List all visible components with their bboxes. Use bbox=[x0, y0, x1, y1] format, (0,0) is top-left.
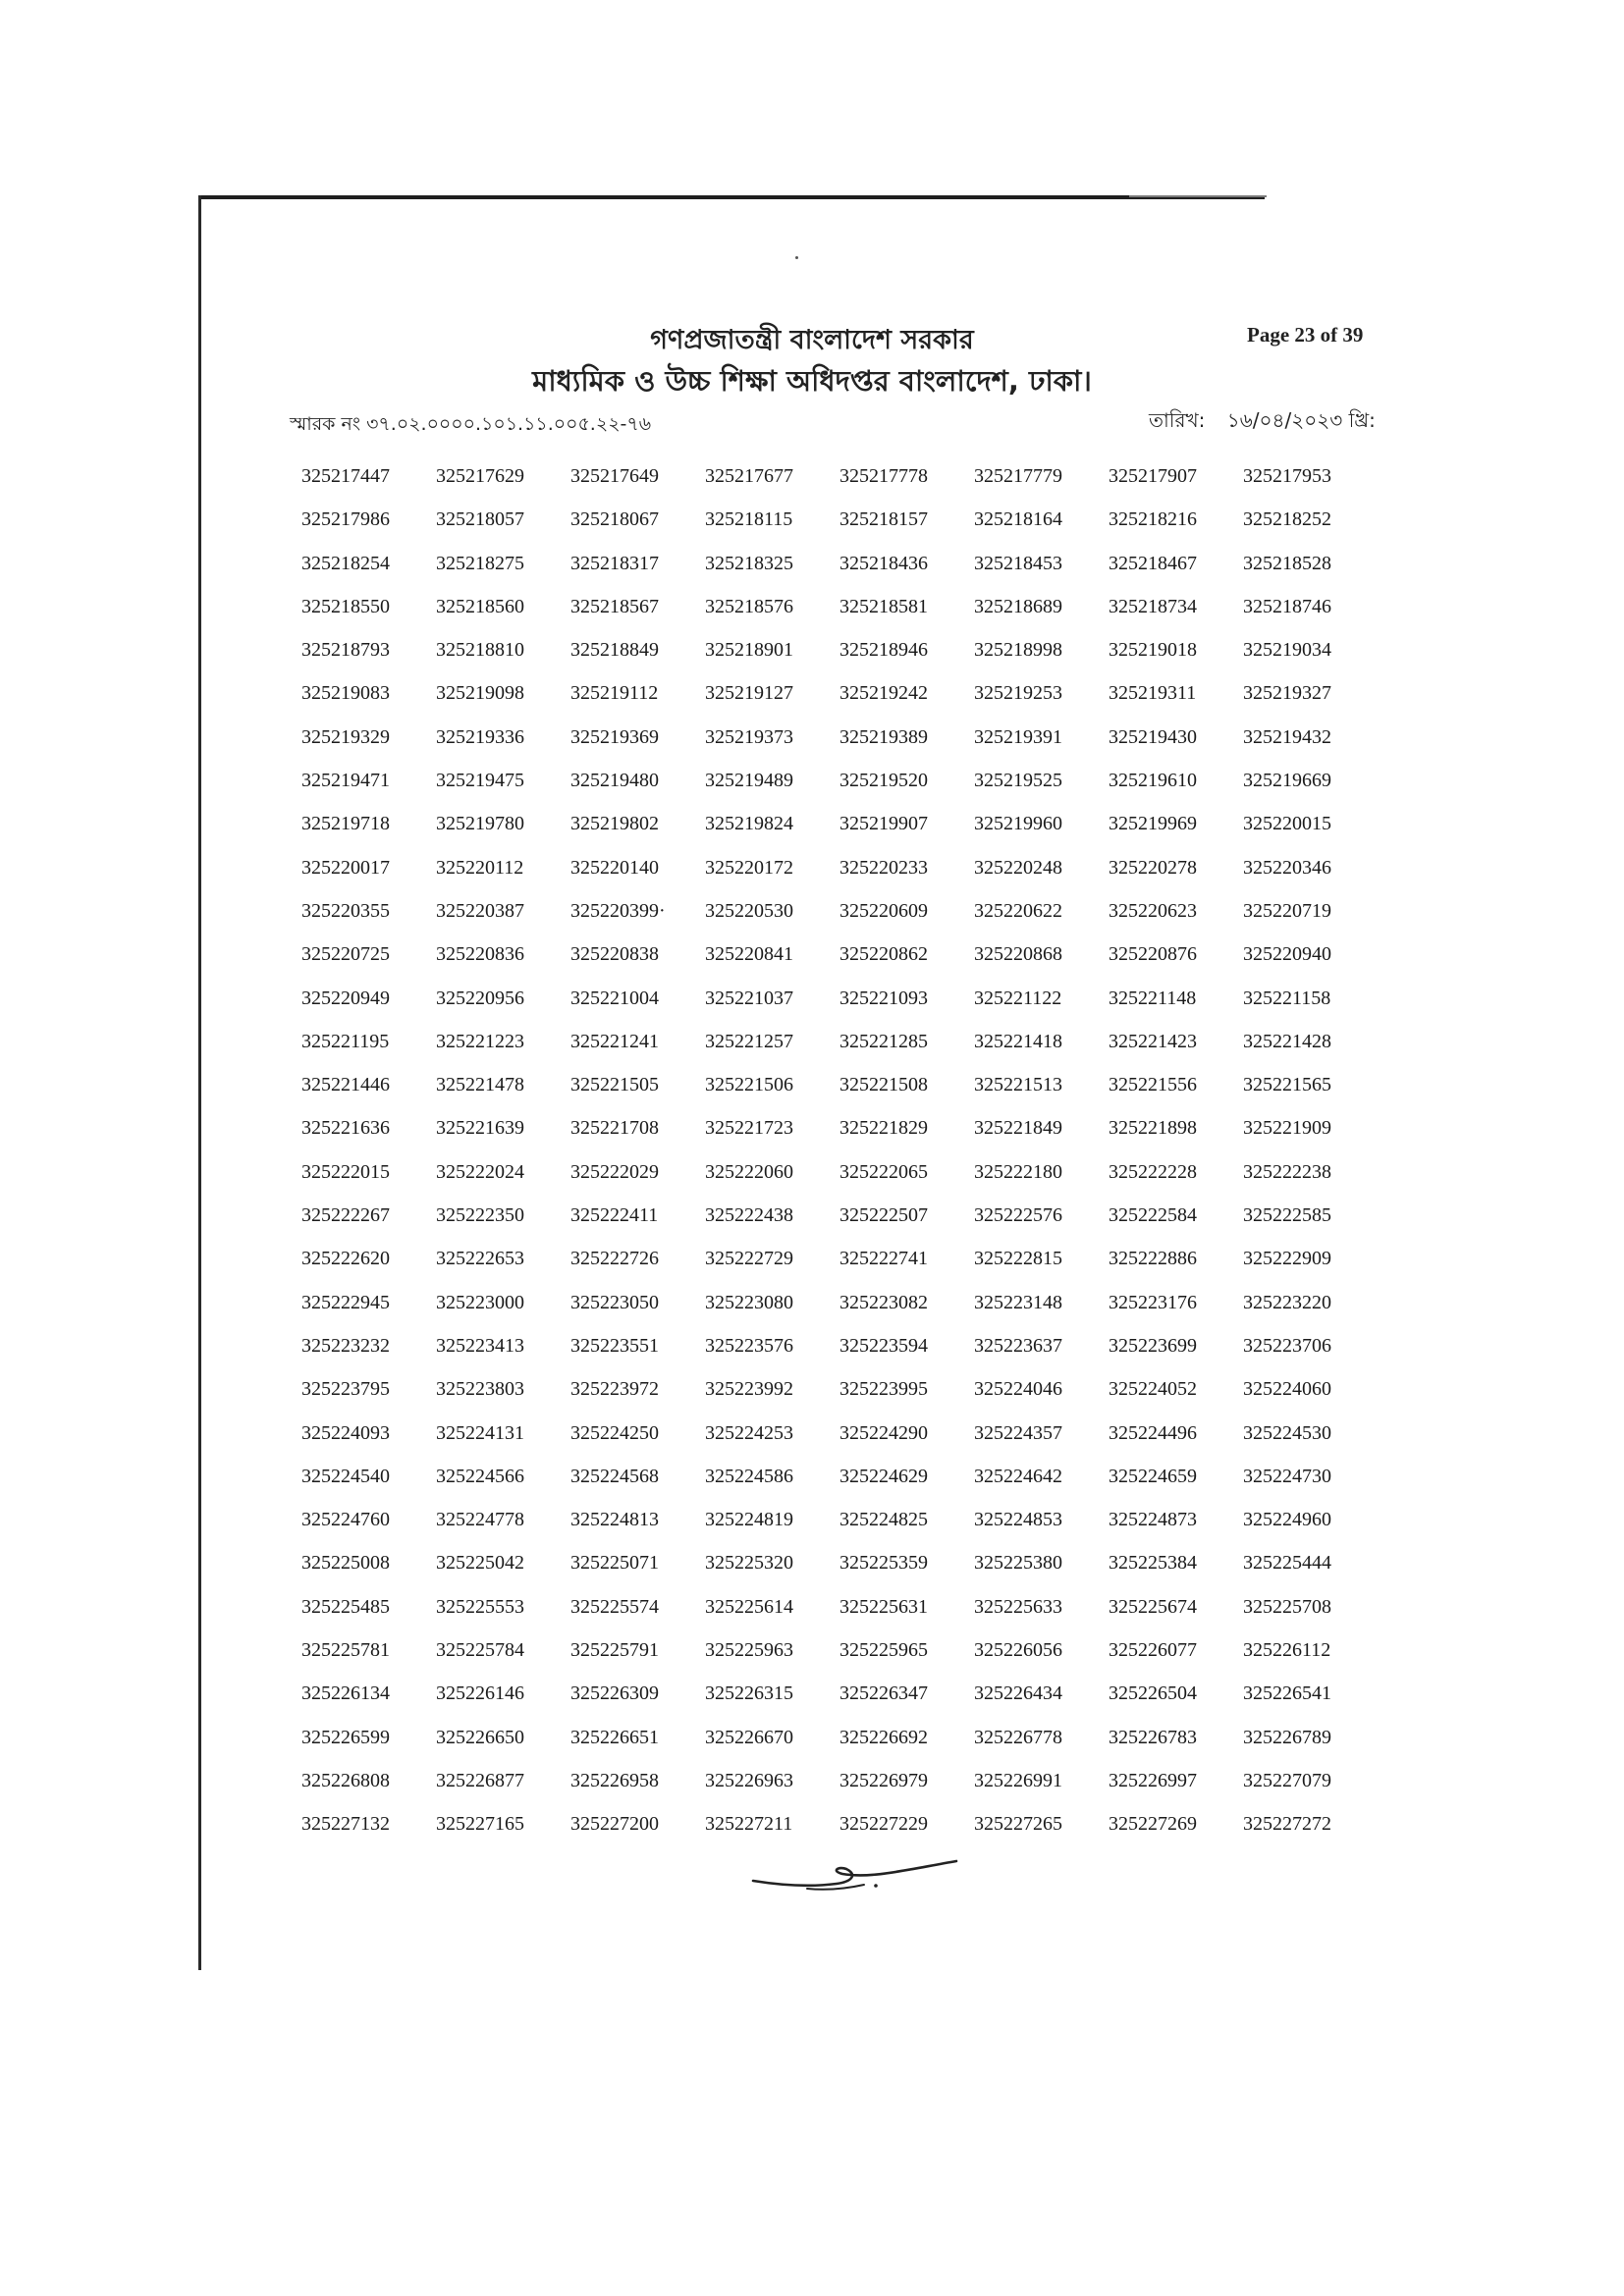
roll-number-cell: 325222945 bbox=[301, 1291, 390, 1313]
roll-number-cell: 325221508 bbox=[839, 1074, 928, 1096]
roll-number-cell: 325224586 bbox=[705, 1465, 793, 1487]
roll-number-cell: 325226315 bbox=[705, 1682, 793, 1705]
roll-number-cell: 325219373 bbox=[705, 725, 793, 748]
roll-number-cell: 325220725 bbox=[301, 943, 390, 966]
roll-number-cell: 325221122 bbox=[974, 987, 1062, 1009]
roll-number-cell: 325227265 bbox=[974, 1813, 1062, 1836]
roll-number-cell: 325226134 bbox=[301, 1682, 390, 1705]
roll-number-cell: 325226778 bbox=[974, 1726, 1062, 1748]
roll-number-cell: 325223000 bbox=[436, 1291, 524, 1313]
roll-number-cell: 325224825 bbox=[839, 1509, 928, 1531]
roll-number-cell: 325222180 bbox=[974, 1160, 1062, 1183]
roll-number-cell: 325227200 bbox=[570, 1813, 659, 1836]
roll-number-cell: 325224093 bbox=[301, 1421, 390, 1444]
roll-number-cell: 325224659 bbox=[1109, 1465, 1197, 1487]
roll-number-cell: 325226599 bbox=[301, 1726, 390, 1748]
roll-number-cell: 325227132 bbox=[301, 1813, 390, 1836]
roll-number-cell: 325225359 bbox=[839, 1552, 928, 1575]
roll-number-cell: 325222015 bbox=[301, 1160, 390, 1183]
roll-number-cell: 325221428 bbox=[1243, 1030, 1331, 1052]
roll-number-cell: 325219525 bbox=[974, 770, 1062, 792]
government-title: গণপ্রজাতন্ত্রী বাংলাদেশ সরকার bbox=[650, 325, 974, 355]
roll-number-cell: 325225784 bbox=[436, 1639, 524, 1662]
roll-number-cell: 325218849 bbox=[570, 639, 659, 662]
roll-number-cell: 325227269 bbox=[1109, 1813, 1197, 1836]
roll-number-cell: 325220838 bbox=[570, 943, 659, 966]
roll-number-cell: 325224853 bbox=[974, 1509, 1062, 1531]
roll-number-cell: 325226789 bbox=[1243, 1726, 1331, 1748]
roll-number-cell: 325221478 bbox=[436, 1074, 524, 1096]
roll-number-cell: 325219718 bbox=[301, 813, 390, 835]
roll-number-cell: 325222584 bbox=[1109, 1204, 1197, 1227]
roll-number-cell: 325222741 bbox=[839, 1248, 928, 1270]
roll-number-cell: 325222029 bbox=[570, 1160, 659, 1183]
roll-number-cell: 325218157 bbox=[839, 508, 928, 531]
roll-number-cell: 325223637 bbox=[974, 1334, 1062, 1357]
roll-number-cell: 325221285 bbox=[839, 1030, 928, 1052]
roll-number-cell: 325220622 bbox=[974, 899, 1062, 922]
roll-number-cell: 325220015 bbox=[1243, 813, 1331, 835]
roll-number-cell: 325221195 bbox=[301, 1030, 390, 1052]
signature-mark bbox=[748, 1855, 959, 1895]
roll-number-cell: 325222228 bbox=[1109, 1160, 1197, 1183]
roll-number-cell: 325221418 bbox=[974, 1030, 1062, 1052]
roll-number-cell: 325219391 bbox=[974, 725, 1062, 748]
roll-number-cell: 325223803 bbox=[436, 1378, 524, 1401]
roll-number-cell: 325218252 bbox=[1243, 508, 1331, 531]
roll-number-cell: 325226112 bbox=[1243, 1639, 1331, 1662]
roll-number-cell: 325223995 bbox=[839, 1378, 928, 1401]
roll-number-cell: 325217447 bbox=[301, 465, 390, 487]
roll-number-cell: 325222909 bbox=[1243, 1248, 1331, 1270]
roll-number-cell: 325220719 bbox=[1243, 899, 1331, 922]
roll-number-cell: 325219253 bbox=[974, 682, 1062, 705]
roll-number-cell: 325220172 bbox=[705, 856, 793, 879]
roll-number-cell: 325226997 bbox=[1109, 1769, 1197, 1791]
roll-number-cell: 325224540 bbox=[301, 1465, 390, 1487]
roll-number-cell: 325226309 bbox=[570, 1682, 659, 1705]
roll-number-cell: 325221909 bbox=[1243, 1117, 1331, 1140]
roll-number-cell: 325222267 bbox=[301, 1204, 390, 1227]
roll-number-cell: 325217907 bbox=[1109, 465, 1197, 487]
roll-number-cell: 325219780 bbox=[436, 813, 524, 835]
roll-number-cell: 325218317 bbox=[570, 552, 659, 574]
roll-number-cell: 325226650 bbox=[436, 1726, 524, 1748]
roll-number-cell: 325225553 bbox=[436, 1595, 524, 1618]
scan-speck bbox=[795, 256, 798, 259]
roll-number-cell: 325219669 bbox=[1243, 770, 1331, 792]
roll-number-cell: 325222507 bbox=[839, 1204, 928, 1227]
roll-number-cell: 325223992 bbox=[705, 1378, 793, 1401]
roll-number-cell: 325226979 bbox=[839, 1769, 928, 1791]
roll-number-cell: 325225614 bbox=[705, 1595, 793, 1618]
roll-number-cell: 325222024 bbox=[436, 1160, 524, 1183]
roll-number-cell: 325227272 bbox=[1243, 1813, 1331, 1836]
roll-number-cell: 325218067 bbox=[570, 508, 659, 531]
roll-number-cell: 325225384 bbox=[1109, 1552, 1197, 1575]
roll-number-cell: 325226877 bbox=[436, 1769, 524, 1791]
roll-number-cell: 325221723 bbox=[705, 1117, 793, 1140]
roll-number-cell: 325221423 bbox=[1109, 1030, 1197, 1052]
roll-number-cell: 325220017 bbox=[301, 856, 390, 879]
roll-number-cell: 325218793 bbox=[301, 639, 390, 662]
roll-number-cell: 325218734 bbox=[1109, 595, 1197, 617]
roll-number-cell: 325218746 bbox=[1243, 595, 1331, 617]
roll-number-cell: 325218576 bbox=[705, 595, 793, 617]
roll-number-cell: 325223795 bbox=[301, 1378, 390, 1401]
roll-number-cell: 325222438 bbox=[705, 1204, 793, 1227]
roll-number-cell: 325226077 bbox=[1109, 1639, 1197, 1662]
roll-number-cell: 325218998 bbox=[974, 639, 1062, 662]
roll-number-cell: 325226958 bbox=[570, 1769, 659, 1791]
roll-number-cell: 325226991 bbox=[974, 1769, 1062, 1791]
roll-number-cell: 325220387 bbox=[436, 899, 524, 922]
roll-number-cell: 325224052 bbox=[1109, 1378, 1197, 1401]
roll-number-cell: 325219610 bbox=[1109, 770, 1197, 792]
roll-number-cell: 325225444 bbox=[1243, 1552, 1331, 1575]
roll-number-cell: 325218164 bbox=[974, 508, 1062, 531]
roll-number-cell: 325224046 bbox=[974, 1378, 1062, 1401]
roll-number-cell: 325219802 bbox=[570, 813, 659, 835]
roll-number-cell: 325218567 bbox=[570, 595, 659, 617]
roll-number-cell: 325222653 bbox=[436, 1248, 524, 1270]
roll-number-cell: 325217778 bbox=[839, 465, 928, 487]
roll-number-cell: 325222886 bbox=[1109, 1248, 1197, 1270]
roll-number-cell: 325225965 bbox=[839, 1639, 928, 1662]
roll-number-cell: 325219127 bbox=[705, 682, 793, 705]
roll-number-cell: 325222815 bbox=[974, 1248, 1062, 1270]
roll-number-cell: 325224357 bbox=[974, 1421, 1062, 1444]
roll-number-cell: 325222065 bbox=[839, 1160, 928, 1183]
roll-number-cell: 325225485 bbox=[301, 1595, 390, 1618]
roll-number-cell: 325221506 bbox=[705, 1074, 793, 1096]
roll-number-cell: 325224250 bbox=[570, 1421, 659, 1444]
roll-number-cell: 325218810 bbox=[436, 639, 524, 662]
roll-number-cell: 325219430 bbox=[1109, 725, 1197, 748]
roll-number-cell: 325218528 bbox=[1243, 552, 1331, 574]
roll-number-cell: 325220868 bbox=[974, 943, 1062, 966]
roll-number-cell: 325225071 bbox=[570, 1552, 659, 1575]
roll-number-cell: 325219520 bbox=[839, 770, 928, 792]
top-border-rule bbox=[199, 195, 1265, 199]
roll-number-cell: 325224566 bbox=[436, 1465, 524, 1487]
roll-number-cell: 325224568 bbox=[570, 1465, 659, 1487]
roll-number-cell: 325219480 bbox=[570, 770, 659, 792]
roll-number-cell: 325219098 bbox=[436, 682, 524, 705]
roll-number-cell: 325226808 bbox=[301, 1769, 390, 1791]
roll-number-cell: 325219034 bbox=[1243, 639, 1331, 662]
roll-number-cell: 325218216 bbox=[1109, 508, 1197, 531]
roll-number-cell: 325223148 bbox=[974, 1291, 1062, 1313]
roll-number-cell: 325220609 bbox=[839, 899, 928, 922]
roll-number-cell: 325221446 bbox=[301, 1074, 390, 1096]
roll-number-cell: 325226651 bbox=[570, 1726, 659, 1748]
roll-number-cell: 325224730 bbox=[1243, 1465, 1331, 1487]
roll-number-cell: 325219336 bbox=[436, 725, 524, 748]
roll-number-cell: 325220623 bbox=[1109, 899, 1197, 922]
roll-number-cell: 325221565 bbox=[1243, 1074, 1331, 1096]
date-label: তারিখ: bbox=[1149, 408, 1206, 432]
roll-number-cell: 325219327 bbox=[1243, 682, 1331, 705]
roll-number-cell: 325217677 bbox=[705, 465, 793, 487]
roll-number-cell: 325223050 bbox=[570, 1291, 659, 1313]
roll-number-cell: 325220140 bbox=[570, 856, 659, 879]
roll-number-cell: 325223706 bbox=[1243, 1334, 1331, 1357]
roll-number-cell: 325218057 bbox=[436, 508, 524, 531]
roll-number-cell: 325224960 bbox=[1243, 1509, 1331, 1531]
roll-number-cell: 325223551 bbox=[570, 1334, 659, 1357]
memo-number: স্মারক নং ৩৭.০২.০০০০.১০১.১১.০০৫.২২-৭৬ bbox=[290, 413, 652, 435]
roll-number-cell: 325225791 bbox=[570, 1639, 659, 1662]
roll-number-cell: 325226504 bbox=[1109, 1682, 1197, 1705]
roll-number-cell: 325222729 bbox=[705, 1248, 793, 1270]
roll-number-cell: 325219907 bbox=[839, 813, 928, 835]
roll-number-cell: 325221636 bbox=[301, 1117, 390, 1140]
roll-number-cell: 325218946 bbox=[839, 639, 928, 662]
roll-number-cell: 325218467 bbox=[1109, 552, 1197, 574]
roll-number-cell: 325220862 bbox=[839, 943, 928, 966]
roll-number-cell: 325224873 bbox=[1109, 1509, 1197, 1531]
roll-number-cell: 325225963 bbox=[705, 1639, 793, 1662]
roll-number-cell: 325225633 bbox=[974, 1595, 1062, 1618]
roll-number-cell: 325220112 bbox=[436, 856, 524, 879]
roll-number-cell: 325222585 bbox=[1243, 1204, 1331, 1227]
roll-number-cell: 325221223 bbox=[436, 1030, 524, 1052]
roll-number-cell: 325218581 bbox=[839, 595, 928, 617]
roll-number-cell: 325224131 bbox=[436, 1421, 524, 1444]
roll-number-cell: 325227079 bbox=[1243, 1769, 1331, 1791]
roll-number-cell: 325219824 bbox=[705, 813, 793, 835]
roll-number-cell: 325217986 bbox=[301, 508, 390, 531]
roll-number-cell: 325222411 bbox=[570, 1204, 659, 1227]
roll-number-cell: 325219369 bbox=[570, 725, 659, 748]
roll-number-cell: 325218325 bbox=[705, 552, 793, 574]
roll-number-cell: 325220940 bbox=[1243, 943, 1331, 966]
roll-number-cell: 325226347 bbox=[839, 1682, 928, 1705]
roll-number-cell: 325223576 bbox=[705, 1334, 793, 1357]
roll-number-cell: 325218115 bbox=[705, 508, 793, 531]
roll-number-cell: 325224530 bbox=[1243, 1421, 1331, 1444]
roll-number-cell: 325224496 bbox=[1109, 1421, 1197, 1444]
roll-number-cell: 325218436 bbox=[839, 552, 928, 574]
roll-number-cell: 325223232 bbox=[301, 1334, 390, 1357]
roll-number-cell: 325225708 bbox=[1243, 1595, 1331, 1618]
roll-number-cell: 325222060 bbox=[705, 1160, 793, 1183]
roll-number-cell: 325223176 bbox=[1109, 1291, 1197, 1313]
roll-number-cell: 325217953 bbox=[1243, 465, 1331, 487]
roll-number-cell: 325218689 bbox=[974, 595, 1062, 617]
roll-number-cell: 325227211 bbox=[705, 1813, 793, 1836]
roll-number-cell: 325224778 bbox=[436, 1509, 524, 1531]
roll-number-cell: 325221505 bbox=[570, 1074, 659, 1096]
roll-number-cell: 325224642 bbox=[974, 1465, 1062, 1487]
roll-number-cell: 325217649 bbox=[570, 465, 659, 487]
roll-number-cell: 325223413 bbox=[436, 1334, 524, 1357]
roll-number-cell: 325218550 bbox=[301, 595, 390, 617]
roll-number-cell: 325226434 bbox=[974, 1682, 1062, 1705]
roll-number-cell: 325225574 bbox=[570, 1595, 659, 1618]
roll-number-cell: 325221708 bbox=[570, 1117, 659, 1140]
roll-number-cell: 325219329 bbox=[301, 725, 390, 748]
roll-number-cell: 325221849 bbox=[974, 1117, 1062, 1140]
roll-number-cell: 325226963 bbox=[705, 1769, 793, 1791]
roll-number-cell: 325226541 bbox=[1243, 1682, 1331, 1705]
date-value: ১৬/০৪/২০২৩ খ্রি: bbox=[1226, 408, 1376, 432]
roll-number-cell: 325220876 bbox=[1109, 943, 1197, 966]
roll-number-cell: 325227165 bbox=[436, 1813, 524, 1836]
page-number: Page 23 of 39 bbox=[1247, 323, 1364, 347]
roll-number-cell: 325219960 bbox=[974, 813, 1062, 835]
roll-number-cell: 325221556 bbox=[1109, 1074, 1197, 1096]
roll-number-cell: 325225008 bbox=[301, 1552, 390, 1575]
roll-number-cell: 325220278 bbox=[1109, 856, 1197, 879]
roll-number-cell: 325220399· bbox=[570, 899, 666, 922]
roll-number-cell: 325218275 bbox=[436, 552, 524, 574]
roll-number-cell: 325224060 bbox=[1243, 1378, 1331, 1401]
roll-number-cell: 325220530 bbox=[705, 899, 793, 922]
roll-number-cell: 325226692 bbox=[839, 1726, 928, 1748]
roll-number-cell: 325221148 bbox=[1109, 987, 1197, 1009]
roll-number-cell: 325219018 bbox=[1109, 639, 1197, 662]
roll-number-cell: 325219389 bbox=[839, 725, 928, 748]
roll-number-cell: 325221257 bbox=[705, 1030, 793, 1052]
roll-number-cell: 325221093 bbox=[839, 987, 928, 1009]
roll-number-cell: 325219471 bbox=[301, 770, 390, 792]
roll-number-cell: 325219311 bbox=[1109, 682, 1197, 705]
roll-number-cell: 325219432 bbox=[1243, 725, 1331, 748]
roll-number-cell: 325219242 bbox=[839, 682, 928, 705]
roll-number-cell: 325219112 bbox=[570, 682, 659, 705]
roll-number-cell: 325219969 bbox=[1109, 813, 1197, 835]
roll-number-cell: 325222620 bbox=[301, 1248, 390, 1270]
date-line bbox=[1149, 406, 1376, 439]
roll-number-cell: 325222726 bbox=[570, 1248, 659, 1270]
roll-number-cell: 325221898 bbox=[1109, 1117, 1197, 1140]
roll-number-cell: 325225380 bbox=[974, 1552, 1062, 1575]
roll-number-cell: 325219475 bbox=[436, 770, 524, 792]
roll-number-cell: 325217779 bbox=[974, 465, 1062, 487]
roll-number-cell: 325221004 bbox=[570, 987, 659, 1009]
roll-number-cell: 325220836 bbox=[436, 943, 524, 966]
roll-number-cell: 325223594 bbox=[839, 1334, 928, 1357]
roll-number-cell: 325223699 bbox=[1109, 1334, 1197, 1357]
left-border-rule bbox=[198, 195, 201, 1970]
roll-number-cell: 325224253 bbox=[705, 1421, 793, 1444]
roll-number-cell: 325221241 bbox=[570, 1030, 659, 1052]
roll-number-cell: 325218453 bbox=[974, 552, 1062, 574]
roll-number-cell: 325223082 bbox=[839, 1291, 928, 1313]
roll-number-cell: 325225674 bbox=[1109, 1595, 1197, 1618]
roll-number-cell: 325218254 bbox=[301, 552, 390, 574]
roll-number-cell: 325224813 bbox=[570, 1509, 659, 1531]
roll-number-cell: 325217629 bbox=[436, 465, 524, 487]
roll-number-cell: 325224760 bbox=[301, 1509, 390, 1531]
directorate-title: মাধ্যমিক ও উচ্চ শিক্ষা অধিদপ্তর বাংলাদেশ, ঢাকা। bbox=[532, 364, 1092, 398]
roll-number-cell: 325225320 bbox=[705, 1552, 793, 1575]
roll-number-cell: 325222350 bbox=[436, 1204, 524, 1227]
roll-number-cell: 325221158 bbox=[1243, 987, 1331, 1009]
roll-number-cell: 325224290 bbox=[839, 1421, 928, 1444]
roll-number-cell: 325219083 bbox=[301, 682, 390, 705]
roll-number-cell: 325221829 bbox=[839, 1117, 928, 1140]
roll-number-cell: 325221513 bbox=[974, 1074, 1062, 1096]
roll-number-cell: 325221037 bbox=[705, 987, 793, 1009]
roll-number-cell: 325220841 bbox=[705, 943, 793, 966]
roll-number-cell: 325225781 bbox=[301, 1639, 390, 1662]
roll-number-cell: 325220248 bbox=[974, 856, 1062, 879]
roll-number-cell: 325226056 bbox=[974, 1639, 1062, 1662]
roll-number-cell: 325219489 bbox=[705, 770, 793, 792]
roll-number-cell: 325220346 bbox=[1243, 856, 1331, 879]
roll-number-cell: 325223972 bbox=[570, 1378, 659, 1401]
roll-number-cell: 325226783 bbox=[1109, 1726, 1197, 1748]
roll-number-cell: 325220233 bbox=[839, 856, 928, 879]
roll-number-cell: 325220949 bbox=[301, 987, 390, 1009]
roll-number-cell: 325222238 bbox=[1243, 1160, 1331, 1183]
roll-number-grid bbox=[301, 465, 1342, 1857]
roll-number-cell: 325224819 bbox=[705, 1509, 793, 1531]
roll-number-cell: 325218560 bbox=[436, 595, 524, 617]
roll-number-cell: 325221639 bbox=[436, 1117, 524, 1140]
roll-number-cell: 325223080 bbox=[705, 1291, 793, 1313]
roll-number-cell: 325218901 bbox=[705, 639, 793, 662]
roll-number-cell: 325224629 bbox=[839, 1465, 928, 1487]
top-border-rule-tail bbox=[1129, 195, 1267, 197]
roll-number-cell: 325222576 bbox=[974, 1204, 1062, 1227]
roll-number-cell: 325225042 bbox=[436, 1552, 524, 1575]
roll-number-cell: 325227229 bbox=[839, 1813, 928, 1836]
roll-number-cell: 325225631 bbox=[839, 1595, 928, 1618]
roll-number-cell: 325220355 bbox=[301, 899, 390, 922]
roll-number-cell: 325223220 bbox=[1243, 1291, 1331, 1313]
roll-number-cell: 325220956 bbox=[436, 987, 524, 1009]
roll-number-cell: 325226670 bbox=[705, 1726, 793, 1748]
roll-number-cell: 325226146 bbox=[436, 1682, 524, 1705]
